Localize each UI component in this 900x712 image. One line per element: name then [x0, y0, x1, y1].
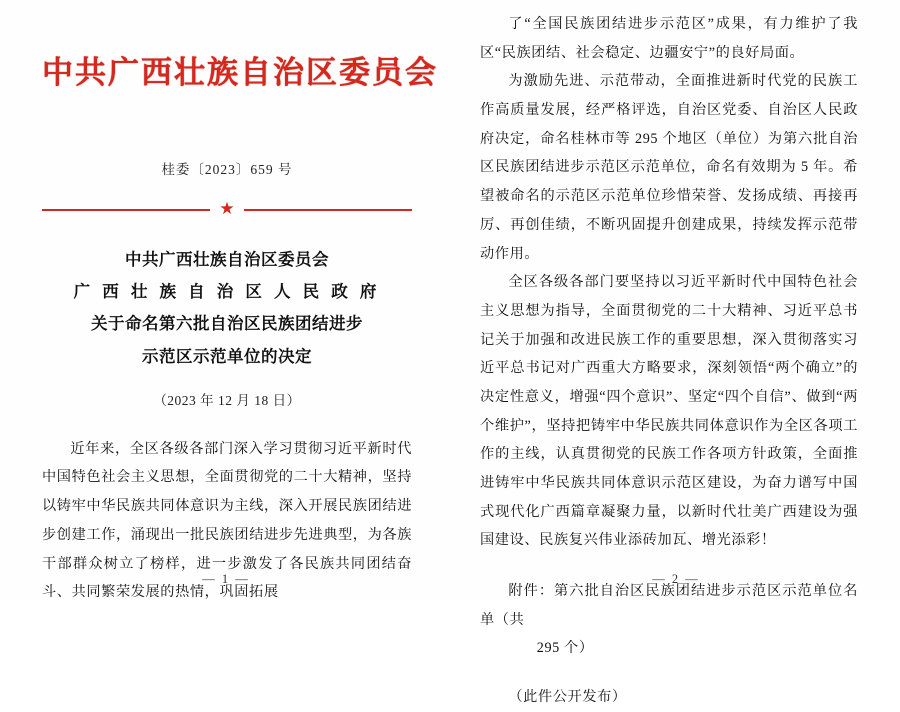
page2-paragraph-1: 了“全国民族团结进步示范区”成果，有力维护了我区“民族团结、社会稳定、边疆安宁”的良好局面。 [480, 16, 858, 61]
decision-date: （2023 年 12 月 18 日） [153, 392, 301, 408]
page2-footer-number: — 2 — [652, 572, 700, 586]
decision-title-line-4: 示范区示范单位的决定 [142, 346, 312, 366]
document-page-2 [452, 0, 900, 706]
publish-note: （此件公开发布） [508, 689, 627, 706]
attachment-block [480, 577, 858, 712]
page2-paragraph-3: 全区各级各部门要坚持以习近平新时代中国特色社会主义思想为指导，全面贯彻党的二十大精神、习近平总书记关于加强和改进民族工作的重要思想，深入贯彻落实习近平总书记对广西重大方略要求，深刻领悟“两个确立”的决定性意义，增强“四个意识”、坚定“四个自信”、做到“两个维护”，坚持把铸牢中华民族共同体意识作为全区各项工作的主线，认真贯彻党的民族工作各项方针政策，全面推进铸牢中华民族共同体意识示范区建设，为奋力谱写中国式现代化广西篇章凝聚力量，以新时代壮美广西建设为强国建设、民族复兴伟业添砖加瓦、增光添彩！ [480, 274, 858, 549]
masthead-title: 中共广西壮族自治区委员会 [42, 55, 438, 90]
red-separator-rule [42, 200, 412, 218]
attachment-label-continued: 295 个） [536, 640, 594, 657]
decision-title-line-1: 中共广西壮族自治区委员会 [125, 250, 329, 270]
page2-body [480, 10, 858, 555]
page1-paragraph-1: 近年来，全区各级各部门深入学习贯彻习近平新时代中国特色社会主义思想，全面贯彻党的二十大精神，坚持以铸牢中华民族共同体意识为主线，深入开展民族团结进步创建工作，涌现出一批民族团结进步先进典型，为各族干部群众树立了榜样，进一步激发了各民族共同团结奋斗、共同繁荣发展的热情，巩固拓展 [42, 440, 412, 601]
red-star-icon: ★ [210, 199, 244, 219]
page1-footer-number: — 1 — [202, 572, 250, 586]
decision-title-line-3: 关于命名第六批自治区民族团结进步 [91, 314, 363, 334]
decision-title-line-2: 广 西 壮 族 自 治 区 人 民 政 府 [73, 282, 381, 302]
document-number: 桂委〔2023〕659 号 [161, 162, 293, 178]
decision-title [42, 244, 412, 373]
attachment-label: 附件：第六批自治区民族团结进步示范区示范单位名单（共 [480, 583, 858, 628]
page2-paragraph-2: 为激励先进、示范带动，全面推进新时代党的民族工作高质量发展，经严格评选，自治区党委、自治区人民政府决定，命名桂林市等 295 个地区（单位）为第六批自治区民族团结进步示范区示范单位，命名有效期为 5 年。希望被命名的示范区示范单位珍惜荣誉、发扬成绩、再接再厉、再创佳绩，不断巩固提升创建成果，持续发挥示范带动作用。 [480, 73, 858, 262]
document-page-1 [0, 0, 452, 599]
